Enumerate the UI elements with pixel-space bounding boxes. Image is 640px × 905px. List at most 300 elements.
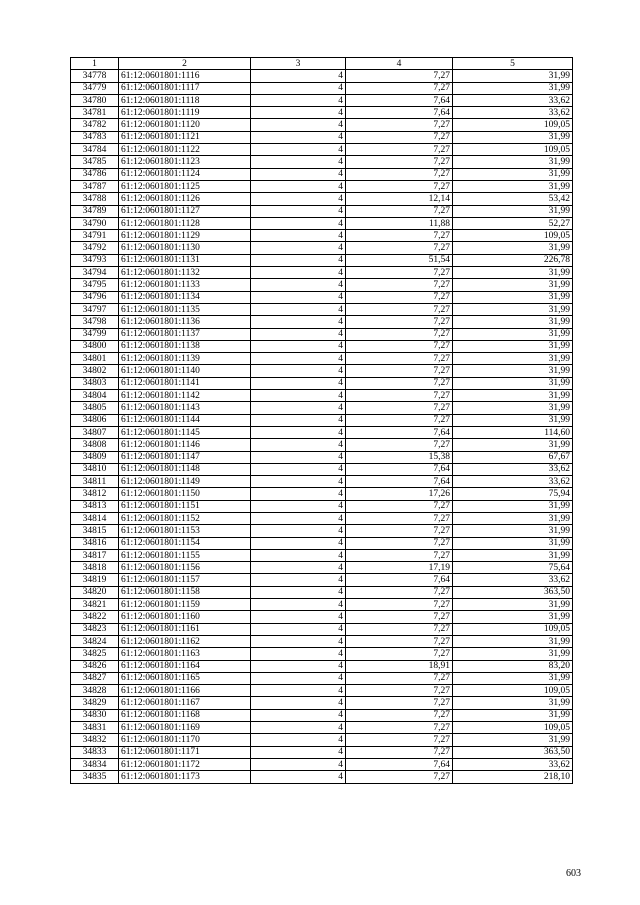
table-row [71,131,573,143]
table-cell: 4 [251,390,346,402]
table-cell: 7,27 [346,303,453,315]
table-cell: 114,60 [453,426,573,438]
table-row [71,144,573,156]
table-cell: 4 [251,180,346,192]
table-cell: 34786 [71,168,119,180]
table-row [71,549,573,561]
table-cell: 61:12:0601801:1129 [119,230,251,242]
table-cell: 34818 [71,562,119,574]
table-cell: 31,99 [453,734,573,746]
table-row [71,353,573,365]
table-cell: 34791 [71,230,119,242]
table-cell: 61:12:0601801:1142 [119,390,251,402]
table-cell: 34789 [71,205,119,217]
table-cell: 363,50 [453,746,573,758]
table-cell: 34814 [71,512,119,524]
table-cell: 61:12:0601801:1157 [119,574,251,586]
table-cell: 34834 [71,758,119,770]
table-row [71,180,573,192]
table-cell: 34821 [71,599,119,611]
table-cell: 7,27 [346,144,453,156]
table-cell: 61:12:0601801:1147 [119,451,251,463]
table-row [71,512,573,524]
table-cell: 34822 [71,611,119,623]
table-row [71,562,573,574]
table-cell: 7,27 [346,365,453,377]
table-cell: 31,99 [453,599,573,611]
table-body [71,70,573,783]
table-row [71,635,573,647]
table-cell: 4 [251,217,346,229]
table-row [71,697,573,709]
table-cell: 109,05 [453,144,573,156]
table-cell: 7,64 [346,463,453,475]
table-cell: 4 [251,709,346,721]
table-cell: 4 [251,771,346,783]
table-cell: 34811 [71,476,119,488]
table-cell: 31,99 [453,70,573,82]
table-cell: 7,27 [346,500,453,512]
table-cell: 61:12:0601801:1138 [119,340,251,352]
table-cell: 7,27 [346,512,453,524]
table-row [71,242,573,254]
table-row [71,303,573,315]
table-cell: 31,99 [453,500,573,512]
table-cell: 7,27 [346,402,453,414]
table-cell: 7,64 [346,94,453,106]
table-row [71,193,573,205]
table-cell: 7,27 [346,353,453,365]
table-row [71,267,573,279]
table-cell: 4 [251,660,346,672]
table-cell: 61:12:0601801:1160 [119,611,251,623]
table-cell: 61:12:0601801:1155 [119,549,251,561]
table-cell: 34802 [71,365,119,377]
table-row [71,230,573,242]
table-cell: 4 [251,402,346,414]
table-cell: 34826 [71,660,119,672]
table-cell: 34784 [71,144,119,156]
table-cell: 4 [251,353,346,365]
table-cell: 34824 [71,635,119,647]
table-cell: 31,99 [453,156,573,168]
table-cell: 4 [251,107,346,119]
table-row [71,377,573,389]
table-cell: 34792 [71,242,119,254]
table-cell: 61:12:0601801:1140 [119,365,251,377]
table-row [71,340,573,352]
table-cell: 34812 [71,488,119,500]
table-cell: 4 [251,168,346,180]
table-cell: 4 [251,611,346,623]
table-cell: 33,62 [453,463,573,475]
table-row [71,648,573,660]
table-cell: 7,27 [346,685,453,697]
table-cell: 61:12:0601801:1145 [119,426,251,438]
table-row [71,685,573,697]
table-cell: 7,27 [346,623,453,635]
table-cell: 34797 [71,303,119,315]
table-cell: 61:12:0601801:1118 [119,94,251,106]
table-cell: 34828 [71,685,119,697]
table-row [71,525,573,537]
table-cell: 31,99 [453,279,573,291]
table-cell: 34815 [71,525,119,537]
table-row [71,119,573,131]
data-table [70,57,573,784]
table-cell: 61:12:0601801:1121 [119,131,251,143]
table-row [71,168,573,180]
table-row [71,722,573,734]
table-cell: 15,38 [346,451,453,463]
table-row [71,586,573,598]
table-cell: 31,99 [453,180,573,192]
table-cell: 4 [251,672,346,684]
table-cell: 61:12:0601801:1122 [119,144,251,156]
table-cell: 4 [251,414,346,426]
table-cell: 7,27 [346,291,453,303]
table-cell: 4 [251,722,346,734]
table-cell: 61:12:0601801:1124 [119,168,251,180]
table-cell: 11,88 [346,217,453,229]
table-cell: 7,27 [346,586,453,598]
table-cell: 61:12:0601801:1152 [119,512,251,524]
table-cell: 67,67 [453,451,573,463]
table-cell: 61:12:0601801:1143 [119,402,251,414]
table-cell: 31,99 [453,709,573,721]
table-cell: 61:12:0601801:1161 [119,623,251,635]
table-cell: 7,27 [346,746,453,758]
table-cell: 34804 [71,390,119,402]
table-cell: 34801 [71,353,119,365]
table-cell: 4 [251,488,346,500]
table-cell: 218,10 [453,771,573,783]
table-cell: 61:12:0601801:1172 [119,758,251,770]
table-cell: 7,27 [346,328,453,340]
table-cell: 31,99 [453,648,573,660]
table-cell: 34816 [71,537,119,549]
table-row [71,574,573,586]
table-cell: 31,99 [453,512,573,524]
table-cell: 61:12:0601801:1163 [119,648,251,660]
table-cell: 4 [251,144,346,156]
table-cell: 34780 [71,94,119,106]
table-cell: 34809 [71,451,119,463]
column-header: 2 [119,58,251,70]
table-cell: 4 [251,512,346,524]
table-cell: 33,62 [453,758,573,770]
table-row [71,746,573,758]
table-cell: 7,27 [346,611,453,623]
table-row [71,476,573,488]
table-cell: 4 [251,500,346,512]
table-cell: 4 [251,562,346,574]
table-cell: 4 [251,70,346,82]
table-cell: 61:12:0601801:1153 [119,525,251,537]
table-row [71,660,573,672]
table-row [71,205,573,217]
table-cell: 61:12:0601801:1173 [119,771,251,783]
table-cell: 109,05 [453,685,573,697]
table-cell: 7,27 [346,242,453,254]
table-cell: 7,64 [346,758,453,770]
table-cell: 4 [251,303,346,315]
table-cell: 31,99 [453,549,573,561]
table-cell: 4 [251,340,346,352]
table-row [71,611,573,623]
table-cell: 12,14 [346,193,453,205]
table-cell: 7,27 [346,599,453,611]
table-row [71,426,573,438]
table-cell: 7,27 [346,525,453,537]
table-cell: 61:12:0601801:1119 [119,107,251,119]
table-cell: 61:12:0601801:1120 [119,119,251,131]
table-cell: 34781 [71,107,119,119]
table-cell: 4 [251,463,346,475]
table-cell: 4 [251,648,346,660]
table-cell: 4 [251,291,346,303]
table-cell: 4 [251,476,346,488]
table-cell: 4 [251,599,346,611]
table-cell: 4 [251,328,346,340]
table-cell: 4 [251,365,346,377]
table-cell: 34782 [71,119,119,131]
table-cell: 7,27 [346,635,453,647]
table-row [71,316,573,328]
table-cell: 34783 [71,131,119,143]
table-cell: 4 [251,119,346,131]
header-row [71,58,573,70]
table-cell: 33,62 [453,476,573,488]
table-row [71,623,573,635]
table-row [71,439,573,451]
table-cell: 34833 [71,746,119,758]
table-cell: 31,99 [453,291,573,303]
table-cell: 4 [251,451,346,463]
table-row [71,758,573,770]
table-row [71,94,573,106]
table-cell: 7,27 [346,414,453,426]
table-cell: 17,26 [346,488,453,500]
table-row [71,500,573,512]
table-cell: 34810 [71,463,119,475]
table-cell: 34785 [71,156,119,168]
table-cell: 31,99 [453,525,573,537]
table-cell: 34819 [71,574,119,586]
table-cell: 51,54 [346,254,453,266]
table-cell: 4 [251,537,346,549]
table-cell: 7,27 [346,279,453,291]
table-cell: 61:12:0601801:1159 [119,599,251,611]
table-cell: 31,99 [453,697,573,709]
table-cell: 31,99 [453,353,573,365]
table-cell: 7,27 [346,549,453,561]
table-cell: 7,27 [346,230,453,242]
table-cell: 7,27 [346,390,453,402]
table-cell: 4 [251,82,346,94]
table-row [71,390,573,402]
table-cell: 31,99 [453,328,573,340]
table-cell: 61:12:0601801:1116 [119,70,251,82]
table-cell: 61:12:0601801:1167 [119,697,251,709]
table-cell: 31,99 [453,82,573,94]
table-cell: 7,27 [346,672,453,684]
table-cell: 4 [251,586,346,598]
table-cell: 109,05 [453,623,573,635]
table-cell: 7,27 [346,205,453,217]
table-cell: 61:12:0601801:1169 [119,722,251,734]
table-cell: 31,99 [453,439,573,451]
table-cell: 61:12:0601801:1137 [119,328,251,340]
table-cell: 7,27 [346,316,453,328]
table-cell: 31,99 [453,365,573,377]
page-number: 603 [566,868,581,879]
table-cell: 52,27 [453,217,573,229]
table-cell: 61:12:0601801:1130 [119,242,251,254]
table-cell: 61:12:0601801:1151 [119,500,251,512]
table-row [71,463,573,475]
table-cell: 7,27 [346,82,453,94]
table-cell: 7,27 [346,537,453,549]
table-cell: 4 [251,734,346,746]
table-cell: 4 [251,525,346,537]
table-cell: 34793 [71,254,119,266]
table-cell: 61:12:0601801:1131 [119,254,251,266]
table-row [71,537,573,549]
table-cell: 34799 [71,328,119,340]
table-cell: 31,99 [453,303,573,315]
table-cell: 34798 [71,316,119,328]
table-cell: 7,27 [346,722,453,734]
table-cell: 7,27 [346,156,453,168]
table-row [71,734,573,746]
table-cell: 34808 [71,439,119,451]
column-header: 4 [346,58,453,70]
table-cell: 34800 [71,340,119,352]
table-cell: 34823 [71,623,119,635]
table-cell: 31,99 [453,537,573,549]
table-cell: 61:12:0601801:1162 [119,635,251,647]
table-cell: 34806 [71,414,119,426]
table-cell: 34835 [71,771,119,783]
table-row [71,156,573,168]
table-cell: 34805 [71,402,119,414]
table-cell: 4 [251,549,346,561]
table-cell: 61:12:0601801:1156 [119,562,251,574]
table-cell: 61:12:0601801:1150 [119,488,251,500]
table-cell: 4 [251,758,346,770]
table-row [71,279,573,291]
table-cell: 31,99 [453,611,573,623]
table-cell: 53,42 [453,193,573,205]
column-header: 1 [71,58,119,70]
table-cell: 7,27 [346,180,453,192]
table-cell: 61:12:0601801:1136 [119,316,251,328]
table-cell: 7,27 [346,377,453,389]
table-row [71,365,573,377]
table-row [71,488,573,500]
table-cell: 61:12:0601801:1128 [119,217,251,229]
table-cell: 61:12:0601801:1148 [119,463,251,475]
table-cell: 7,27 [346,340,453,352]
table-cell: 4 [251,635,346,647]
table-cell: 7,27 [346,734,453,746]
table-cell: 83,20 [453,660,573,672]
table-cell: 4 [251,156,346,168]
table-cell: 4 [251,279,346,291]
table-cell: 7,27 [346,267,453,279]
table-cell: 61:12:0601801:1168 [119,709,251,721]
table-cell: 61:12:0601801:1158 [119,586,251,598]
table-cell: 7,27 [346,168,453,180]
table-cell: 4 [251,377,346,389]
table-cell: 4 [251,623,346,635]
table-cell: 61:12:0601801:1170 [119,734,251,746]
table-cell: 34778 [71,70,119,82]
table-row [71,672,573,684]
table-row [71,402,573,414]
table-cell: 34830 [71,709,119,721]
table-cell: 34820 [71,586,119,598]
table-row [71,217,573,229]
table-cell: 4 [251,746,346,758]
table-cell: 7,27 [346,439,453,451]
table-cell: 4 [251,131,346,143]
table-cell: 4 [251,193,346,205]
table-cell: 4 [251,574,346,586]
table-cell: 7,64 [346,574,453,586]
table-cell: 4 [251,439,346,451]
table-cell: 4 [251,426,346,438]
table-cell: 7,27 [346,119,453,131]
table-cell: 34787 [71,180,119,192]
table-cell: 61:12:0601801:1171 [119,746,251,758]
table-cell: 61:12:0601801:1144 [119,414,251,426]
table-cell: 7,27 [346,648,453,660]
table-cell: 75,64 [453,562,573,574]
table-row [71,771,573,783]
table-row [71,328,573,340]
table-cell: 4 [251,94,346,106]
table-cell: 61:12:0601801:1123 [119,156,251,168]
table-cell: 363,50 [453,586,573,598]
table-cell: 31,99 [453,340,573,352]
table-cell: 31,99 [453,672,573,684]
table-cell: 109,05 [453,230,573,242]
table-cell: 61:12:0601801:1139 [119,353,251,365]
table-cell: 31,99 [453,414,573,426]
table-cell: 61:12:0601801:1125 [119,180,251,192]
table-row [71,254,573,266]
table-cell: 4 [251,254,346,266]
table-cell: 61:12:0601801:1149 [119,476,251,488]
table-cell: 34779 [71,82,119,94]
table-cell: 61:12:0601801:1134 [119,291,251,303]
table-cell: 34832 [71,734,119,746]
table-cell: 61:12:0601801:1164 [119,660,251,672]
column-header: 5 [453,58,573,70]
table-row [71,414,573,426]
table-cell: 61:12:0601801:1165 [119,672,251,684]
table-cell: 31,99 [453,390,573,402]
table-cell: 7,27 [346,771,453,783]
table-row [71,451,573,463]
table-cell: 226,78 [453,254,573,266]
table-cell: 7,27 [346,709,453,721]
table-cell: 4 [251,685,346,697]
table-cell: 34807 [71,426,119,438]
table-cell: 34790 [71,217,119,229]
